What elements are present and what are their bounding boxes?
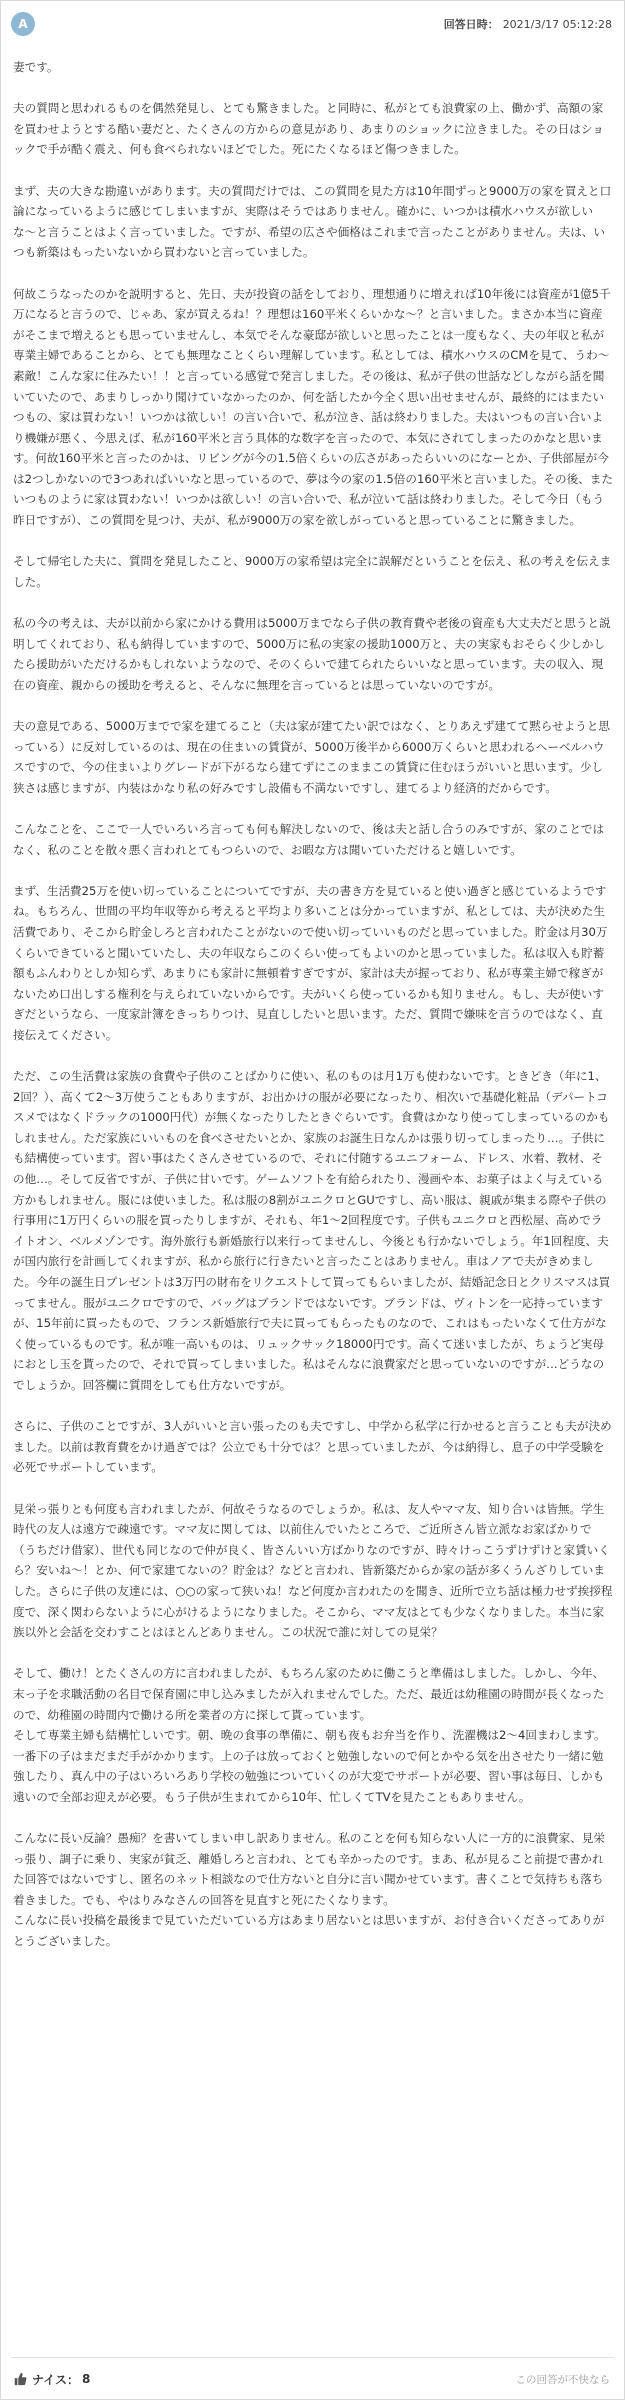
- nice-button[interactable]: [13, 2371, 90, 2388]
- nice-count: 8: [82, 2372, 91, 2386]
- footer-divider: [11, 2357, 614, 2358]
- answer-date-label: 回答日時：: [443, 18, 499, 31]
- thumbs-up-icon: [13, 2372, 27, 2386]
- avatar: A: [11, 12, 35, 36]
- answer-body: 妻です。 夫の質問と思われるものを偶然発見し、とても驚きました。と同時に、私がとても浪費家の上、働かず、高額の家を買わせようとする酷い妻だと、たくさんの方からの意見があり、あまりのショックに泣きました。その日はショックで手が酷く震え、何も食べられないほどでした。死にたくなるほど傷つきました。 まず、夫の大きな勘違いがあります。夫の質問だけでは、この質問を見た方は10年間ずっと9000万の家を買えと口論になっているように感じてしまいますが、実際はそうではありません。確かに、いつかは積水ハウスが欲しいな〜と言うことはよく言っていました。ですが、希望の広さや価格はこれまで言ったことがありません。夫は、いつも新築はもったいないから買わないと言っていました。 何故こうなったのかを説明すると、先日、夫が投資の話をしており、理想通りに増えれば10年後には資産が1億5千万になると言うので、じゃあ、家が買えるね！？理想は160平米くらいかな〜？と言いました。まさか本当に資産がそこまで増えるとも思っていませんし、本気でそんな豪邸が欲しいと思ったことは一度もなく、夫の年収と私が専業主婦であることから、とても無理なことくらい理解しています。私としては、積水ハウスのCMを見て、うわ〜素敵！こんな家に住みたい！！と言っている感覚で発言しました。その後は、私が子供の世話などしながら話を聞いていたので、あまりしっかり聞けていなかったのか、何を話したか今全く思い出せませんが、最終的にはまたいつもの、家は買わない！いつかは欲しい！の言い合いで、私が泣き、話は終わりました。夫はいつもの言い合いより機嫌が悪く、今思えば、私が160平米と言う具体的な数字を言ったので、本気にされてしまったのかなと思います。何故160平米と言ったのかは、リビングが今の1.5倍くらいの広さがあったらいいのになーとか、子供部屋が今は2つしかないので3つあればいいなと思っているので、夢は今の家の1.5倍の160平米と言いました。その後、またいつものように家は買わない！いつかは欲しい！の言い合いで、私が泣いて話は終わりました。そして今日（もう昨日ですが）、この質問を見つけ、夫が、私が9000万の家を欲しがっていると思っていることに驚きました。 そして帰宅した夫に、質問を発見したこと、9000万の家希望は完全に誤解だということを伝え、私の考えを伝えました。 私の今の考えは、夫が以前から家にかける費用は5000万までなら子供の教育費や老後の資産も大丈夫だと思うと説明してくれており、私も納得していますので、5000万に私の実家の援助1000万と、夫の実家もおそらく少しかしたら援助がいただけるかもしれないようなので、そのくらいで建てられたらいいなと思っています。夫の収入、現在の資産、親からの援助を考えると、そんなに無理を言っているとは思っていないのですが。 夫の意見である、5000万までで家を建てること（夫は家が建てたい訳ではなく、とりあえず建てて黙らせようと思っている）に反対しているのは、現在の住まいの賃貸が、5000万後半から6000万くらいと思われるヘーベルハウスですので、今の住まいよりグレードが下がるなら建てずにこのままこの賃貸に住むほうがいいと思います。少し狭さは感じますが、内装はかなり私の好みですし設備も不満ないですし、建てるより経済的だからです。 こんなことを、ここで一人でいろいろ言っても何も解決しないので、後は夫と話し合うのみですが、家のことではなく、私のことを散々悪く言われとてもつらいので、お暇な方は聞いていただけると嬉しいです。 まず、生活費25万を使い切っていることについてですが、夫の書き方を見ていると使い過ぎと感じているようですね。もちろん、世間の平均年収等から考えると平均より多いことは分かっていますが、私としては、夫が決めた生活費であり、そこから貯金しろと言われたことがないので使い切っていいものだと思っていました。貯金は月30万くらいできていると聞いていたし、夫の年収ならこのくらい使ってもよいのかと思っていました。私は収入も貯蓄額もふんわりとしか知らず、あまりにも家計に無頓着すぎですが、家計は夫が握っており、私が専業主婦で稼ぎがないため口出しする権利を与えられていないからです。夫がいくら使っているかも知りません。もし、夫が使いすぎだというなら、一度家計簿をきっちりつけ、見直ししたいと思います。ただ、質問で嫌味を言うのではなく、直接伝えてください。 ただ、この生活費は家族の食費や子供のことばかりに使い、私のものは月1万も使わないです。ときどき（年に1、2回？）、高くて2〜3万使うこともありますが、お出かけの服が必要になったり、相次いで基礎化粧品（デパートコスメではなくドラックの1000円代）が無くなったりしたときぐらいです。食費はかなり使ってしまっているのかもしれません。ただ家族にいいものを食べさせたいとか、家族のお誕生日なんかは張り切ってしまったり…。子供にも結構使っています。習い事はたくさんさせているので、それに付随するユニフォーム、ドレス、水着、教材、その他…。そして反省ですが、子供に甘いです。ゲームソフトを有給られたり、漫画や本、お菓子はよく与えている方かもしれません。服には使いました。私は服の8割がユニクロとGUですし、高い服は、親戚が集まる際や子供の行事用に1万円くらいの服を買ったりしますが、それも、年1〜2回程度です。子供もユニクロと西松屋、高めでライトオン、ベルメゾンです。海外旅行も新婚旅行以来行ってませんし、今後とも行かないでしょう。年1回程度、夫が国内旅行を計画してくれますが、私から旅行に行きたいと言ったことはありません。車はノアで夫がきめました。今年の誕生日プレゼントは3万円の財布をリクエストして買ってもらいましたが、結婚記念日とクリスマスは買ってません。服がユニクロですので、バッグはブランドではないです。ブランドは、ヴィトンを一応持っていますが、15年前に買ったもので、フランス新婚旅行で夫に買ってもらったものなので、これはもったいなくて仕方がなく使っているものです。私が唯一高いものは、リュックサック18000円です。高くて迷いましたが、ちょうど実母におとし玉を貰ったので、それで買ってしまいました。私はそんなに浪費家だと思っていないのですが…どうなのでしょうか。回答欄に質問をしても仕方ないですが。 さらに、子供のことですが、3人がいいと言い張ったのも夫ですし、中学から私学に行かせると言うことも夫が決めました。以前は教育費をかけ過ぎでは？公立でも十分では？と思っていましたが、今は納得し、息子の中学受験を必死でサポートしています。 見栄っ張りとも何度も言われましたが、何故そうなるのでしょうか。私は、友人やママ友、知り合いは皆無。学生時代の友人は遠方で疎遠です。ママ友に関しては、以前住んでいたところで、ご近所さん皆立派なお家ばかりで（うちだけ借家）、世代も同じなので仲が良く、皆さんいい方ばかりなのですが、時々けっこうずけずけと家賃いくら？安いね〜！とか、何で家建てないの？貯金は？などと言われ、皆新築だからか家の話が多くうんざりしていました。さらに子供の友達には、○○の家って狭いね！など何度か言われたのを聞き、近所で立ち話は極力せず挨拶程度で、深く関わらないように心がけるようになりました。そこから、ママ友はとても少なくなりました。本当に家族以外と会話を交わすことはほとんどありません。この状況で誰に対しての見栄？ そして、働け！とたくさんの方に言われましたが、もちろん家のために働こうと準備はしました。しかし、今年、末っ子を求職活動の名目で保育園に申し込みましたが入れませんでした。ただ、最近は幼稚園の時間が長くなったので、幼稚園の時間内で働ける所を業者の方に探して貰っています。 そして専業主婦も結構忙しいです。朝、晩の食事の準備に、朝も夜もお弁当を作り、洗濯機は2〜4回まわします。一番下の子はまだまだ手がかかります。上の子は放っておくと勉強しないので何とかやる気を出させたり一緒に勉強したり、真ん中の子はいろいろあり学校の勉強についていくのが大変でサポートが必要、習い事は毎日、しかも遠いので全部お迎えが必要。もう子供が生まれてから10年、忙しくてTVを見たこともありません。 こんなに長い反論？愚痴？を書いてしまい申し訳ありません。私のことを何も知らない人に一方的に浪費家、見栄っ張り、調子に乗り、実家が貧乏、離婚しろと言われ、とても辛かったのです。まあ、私が見ること前提で書かれた回答ではないですし、匿名のネット相談なので仕方ないと自分に言い聞かせています。書くことで気持ちも落ち着きました。でも、やはりみなさんの回答を見直すと死にたくなります。 こんなに長い投稿を最後まで見ていただいている方はあまり居ないとは思いますが、お付き合いくださってありがとうございました。: [13, 60, 613, 1949]
- answer-header: [1, 1, 624, 47]
- report-link[interactable]: この回答が不快なら: [515, 2373, 610, 2386]
- answer-date-value: 2021/3/17 05:12:28: [502, 18, 612, 31]
- nice-label: ナイス：: [32, 2372, 80, 2387]
- answer-footer: [1, 2359, 624, 2399]
- answer-date: [444, 16, 612, 32]
